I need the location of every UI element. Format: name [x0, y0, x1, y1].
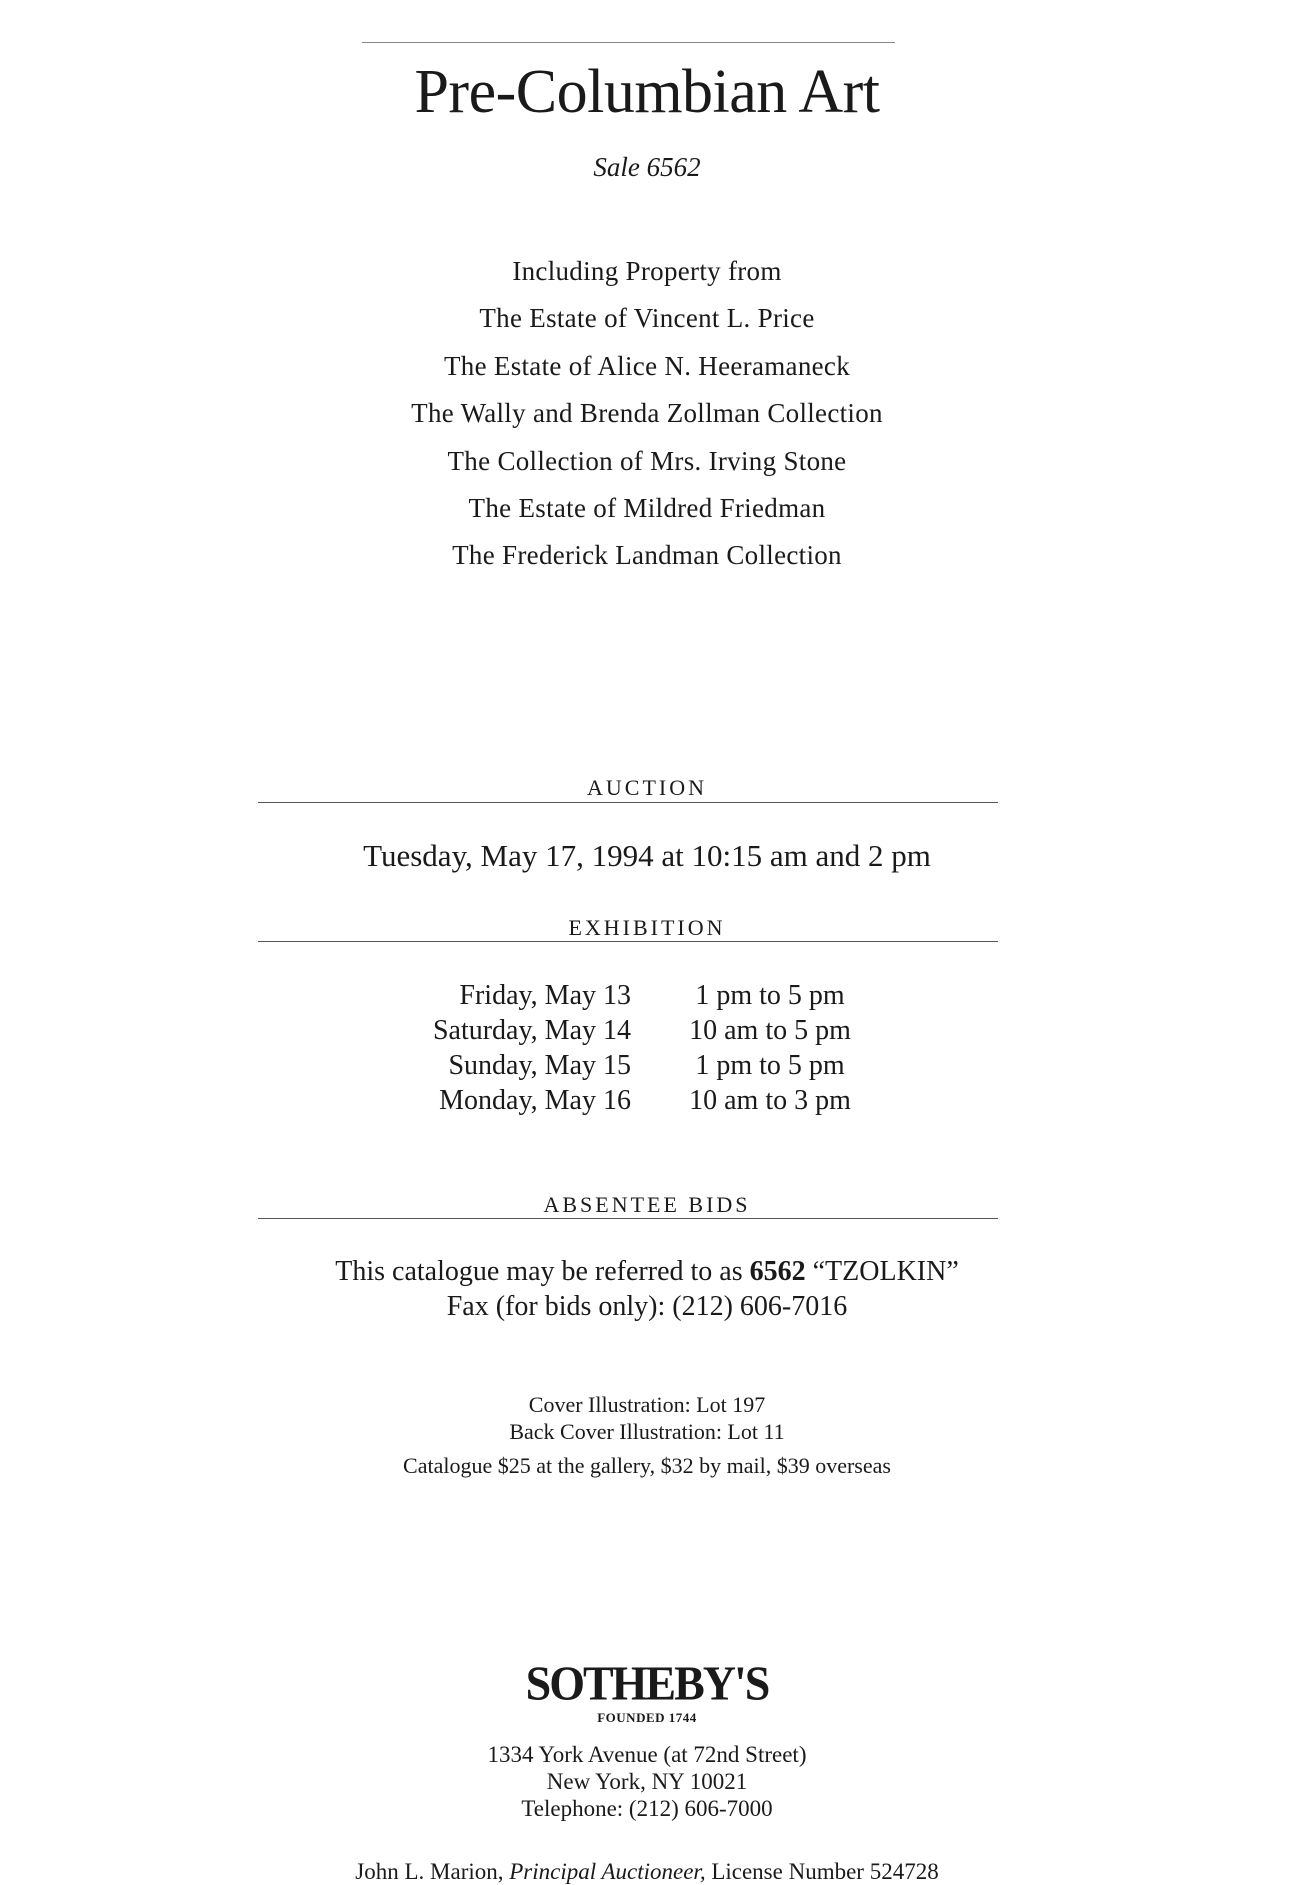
auction-rule — [258, 802, 998, 803]
exhibition-rule — [258, 941, 998, 942]
schedule-time: 1 pm to 5 pm — [695, 980, 845, 1011]
founded-year: FOUNDED 1744 — [597, 1710, 697, 1725]
address-block — [0, 1741, 1294, 1822]
exhibition-heading: EXHIBITION — [568, 915, 726, 940]
page-title: Pre-Columbian Art — [414, 58, 880, 126]
auctioneer-title: Principal Auctioneer, — [509, 1859, 706, 1884]
collections-intro: Including Property from — [512, 256, 782, 286]
reference-name: “TZOLKIN” — [805, 1256, 959, 1287]
schedule-day: Friday, May 13 — [459, 980, 631, 1011]
telephone: Telephone: (212) 606-7000 — [521, 1796, 773, 1821]
schedule-row — [0, 1048, 1294, 1083]
schedule-time: 1 pm to 5 pm — [695, 1050, 845, 1081]
schedule-day: Saturday, May 14 — [432, 1015, 631, 1046]
schedule-time: 10 am to 3 pm — [689, 1085, 851, 1116]
auctioneer-name: John L. Marion, — [355, 1859, 510, 1884]
auction-heading: AUCTION — [587, 775, 707, 800]
cover-info — [0, 1391, 1294, 1479]
schedule-row — [0, 1083, 1294, 1118]
absentee-rule — [258, 1218, 998, 1219]
collection-item: The Estate of Alice N. Heeramaneck — [443, 350, 850, 381]
reference-prefix: This catalogue may be referred to as — [335, 1256, 750, 1287]
collections-list — [0, 248, 1294, 580]
catalogue-price: Catalogue $25 at the gallery, $32 by mail, $39 overseas — [403, 1453, 891, 1478]
cover-illustration: Cover Illustration: Lot 197 — [528, 1392, 766, 1417]
address-city: New York, NY 10021 — [546, 1769, 748, 1794]
fax-number: Fax (for bids only): (212) 606-7016 — [446, 1291, 848, 1322]
address-street: 1334 York Avenue (at 72nd Street) — [487, 1742, 807, 1767]
sothebys-logo: SOTHEBY'S — [525, 1656, 769, 1711]
collection-item: The Estate of Mildred Friedman — [468, 493, 826, 524]
collection-item: The Estate of Vincent L. Price — [479, 303, 815, 334]
sale-number: Sale 6562 — [593, 152, 701, 182]
schedule-time: 10 am to 5 pm — [689, 1015, 851, 1046]
collection-item: The Frederick Landman Collection — [452, 540, 842, 571]
schedule-day: Sunday, May 15 — [448, 1050, 631, 1081]
reference-code: 6562 — [749, 1256, 806, 1287]
auction-date: Tuesday, May 17, 1994 at 10:15 am and 2 pm — [363, 838, 931, 873]
catalogue-reference — [0, 1255, 1294, 1289]
absentee-heading: ABSENTEE BIDS — [543, 1192, 751, 1217]
back-cover-illustration: Back Cover Illustration: Lot 11 — [509, 1419, 785, 1444]
auctioneer-line — [0, 1858, 1294, 1885]
collection-item: The Wally and Brenda Zollman Collection — [411, 398, 883, 429]
collection-item: The Collection of Mrs. Irving Stone — [447, 445, 847, 476]
license-number: License Number 524728 — [705, 1859, 939, 1884]
schedule-row — [0, 978, 1294, 1013]
title-top-rule — [362, 42, 895, 43]
schedule-day: Monday, May 16 — [439, 1085, 631, 1116]
schedule-row — [0, 1013, 1294, 1048]
